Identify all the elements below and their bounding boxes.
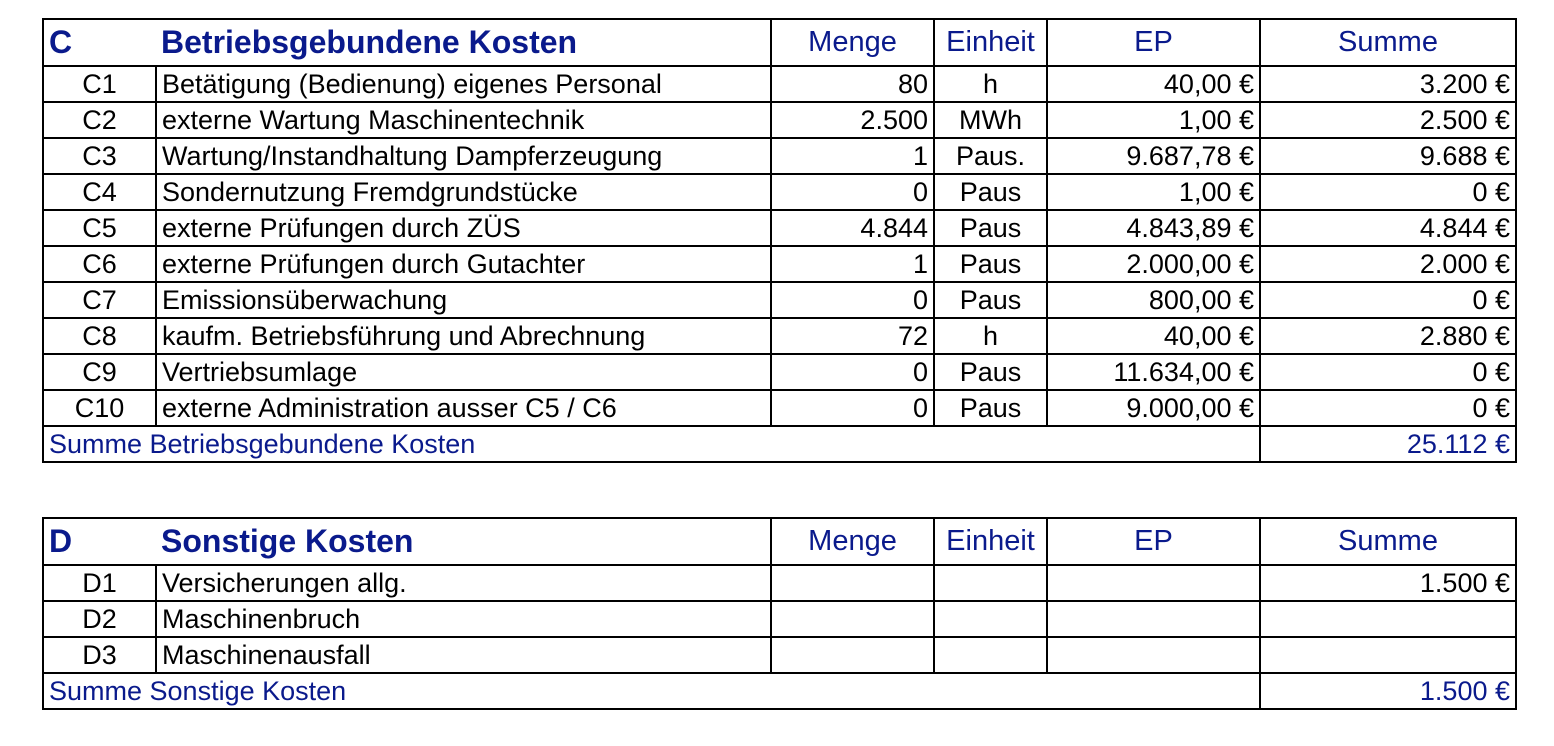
- row-ep: 9.000,00 €: [1047, 390, 1260, 426]
- row-description: Vertriebsumlage: [156, 354, 771, 390]
- row-code: C4: [43, 174, 156, 210]
- row-code: C8: [43, 318, 156, 354]
- row-summe: 2.500 €: [1260, 102, 1516, 138]
- row-ep: 4.843,89 €: [1047, 210, 1260, 246]
- row-ep: 11.634,00 €: [1047, 354, 1260, 390]
- column-header-ep: EP: [1047, 518, 1260, 565]
- row-description: externe Prüfungen durch ZÜS: [156, 210, 771, 246]
- row-summe: [1260, 637, 1516, 673]
- row-einheit: [934, 565, 1047, 601]
- total-label: Summe Betriebsgebundene Kosten: [43, 426, 1260, 462]
- total-row: [43, 426, 1516, 462]
- table-row: [43, 138, 1516, 174]
- row-code: C7: [43, 282, 156, 318]
- row-ep: 1,00 €: [1047, 174, 1260, 210]
- total-value: 1.500 €: [1260, 673, 1516, 709]
- row-code: C3: [43, 138, 156, 174]
- table-row: [43, 282, 1516, 318]
- table-row: [43, 354, 1516, 390]
- total-label: Summe Sonstige Kosten: [43, 673, 1260, 709]
- row-menge: 0: [771, 390, 934, 426]
- row-menge: [771, 601, 934, 637]
- row-description: Betätigung (Bedienung) eigenes Personal: [156, 66, 771, 102]
- table-row: [43, 174, 1516, 210]
- section-d-body: [43, 518, 1516, 709]
- row-summe: 0 €: [1260, 354, 1516, 390]
- row-code: C5: [43, 210, 156, 246]
- row-summe: 9.688 €: [1260, 138, 1516, 174]
- column-header-summe: Summe: [1260, 518, 1516, 565]
- row-code: D3: [43, 637, 156, 673]
- row-summe: 0 €: [1260, 282, 1516, 318]
- row-einheit: [934, 601, 1047, 637]
- table-row: [43, 390, 1516, 426]
- row-description: Versicherungen allg.: [156, 565, 771, 601]
- row-ep: 2.000,00 €: [1047, 246, 1260, 282]
- table-row: [43, 637, 1516, 673]
- row-ep: 9.687,78 €: [1047, 138, 1260, 174]
- table-row: [43, 246, 1516, 282]
- row-code: D1: [43, 565, 156, 601]
- table-row: [43, 318, 1516, 354]
- section-c-body: [43, 19, 1516, 462]
- row-menge: 1: [771, 246, 934, 282]
- section-header-row: [43, 19, 1516, 66]
- row-ep: 1,00 €: [1047, 102, 1260, 138]
- row-summe: 1.500 €: [1260, 565, 1516, 601]
- row-einheit: Paus: [934, 246, 1047, 282]
- row-menge: [771, 565, 934, 601]
- row-menge: 0: [771, 282, 934, 318]
- row-code: D2: [43, 601, 156, 637]
- row-einheit: Paus: [934, 282, 1047, 318]
- row-einheit: Paus.: [934, 138, 1047, 174]
- row-ep: [1047, 601, 1260, 637]
- row-code: C2: [43, 102, 156, 138]
- row-menge: 4.844: [771, 210, 934, 246]
- row-einheit: Paus: [934, 390, 1047, 426]
- section-letter: D: [43, 518, 156, 565]
- row-description: Maschinenbruch: [156, 601, 771, 637]
- row-code: C6: [43, 246, 156, 282]
- row-menge: 72: [771, 318, 934, 354]
- row-ep: [1047, 565, 1260, 601]
- table-row: [43, 66, 1516, 102]
- section-header-row: [43, 518, 1516, 565]
- table-row: [43, 102, 1516, 138]
- row-description: Maschinenausfall: [156, 637, 771, 673]
- row-summe: 0 €: [1260, 390, 1516, 426]
- row-einheit: [934, 637, 1047, 673]
- row-description: Emissionsüberwachung: [156, 282, 771, 318]
- column-header-ep: EP: [1047, 19, 1260, 66]
- row-ep: 40,00 €: [1047, 66, 1260, 102]
- row-menge: 2.500: [771, 102, 934, 138]
- row-description: Sondernutzung Fremdgrundstücke: [156, 174, 771, 210]
- section-title: Sonstige Kosten: [156, 518, 771, 565]
- row-code: C1: [43, 66, 156, 102]
- table-betriebsgebundene-kosten: [42, 18, 1517, 463]
- row-einheit: Paus: [934, 210, 1047, 246]
- column-header-menge: Menge: [771, 518, 934, 565]
- row-menge: [771, 637, 934, 673]
- table-row: [43, 601, 1516, 637]
- row-ep: 800,00 €: [1047, 282, 1260, 318]
- table-row: [43, 565, 1516, 601]
- row-description: kaufm. Betriebsführung und Abrechnung: [156, 318, 771, 354]
- row-menge: 0: [771, 174, 934, 210]
- row-code: C9: [43, 354, 156, 390]
- row-summe: [1260, 601, 1516, 637]
- row-einheit: MWh: [934, 102, 1047, 138]
- row-summe: 3.200 €: [1260, 66, 1516, 102]
- row-summe: 4.844 €: [1260, 210, 1516, 246]
- column-header-einheit: Einheit: [934, 518, 1047, 565]
- row-ep: 40,00 €: [1047, 318, 1260, 354]
- row-einheit: h: [934, 66, 1047, 102]
- row-description: Wartung/Instandhaltung Dampferzeugung: [156, 138, 771, 174]
- row-menge: 1: [771, 138, 934, 174]
- section-title: Betriebsgebundene Kosten: [156, 19, 771, 66]
- row-summe: 0 €: [1260, 174, 1516, 210]
- column-header-summe: Summe: [1260, 19, 1516, 66]
- table-sonstige-kosten: [42, 517, 1517, 710]
- column-header-menge: Menge: [771, 19, 934, 66]
- table-row: [43, 210, 1516, 246]
- row-code: C10: [43, 390, 156, 426]
- total-row: [43, 673, 1516, 709]
- section-letter: C: [43, 19, 156, 66]
- row-description: externe Prüfungen durch Gutachter: [156, 246, 771, 282]
- row-einheit: Paus: [934, 354, 1047, 390]
- row-summe: 2.880 €: [1260, 318, 1516, 354]
- row-summe: 2.000 €: [1260, 246, 1516, 282]
- total-value: 25.112 €: [1260, 426, 1516, 462]
- row-einheit: h: [934, 318, 1047, 354]
- row-einheit: Paus: [934, 174, 1047, 210]
- row-description: externe Administration ausser C5 / C6: [156, 390, 771, 426]
- row-ep: [1047, 637, 1260, 673]
- row-menge: 80: [771, 66, 934, 102]
- column-header-einheit: Einheit: [934, 19, 1047, 66]
- row-description: externe Wartung Maschinentechnik: [156, 102, 771, 138]
- row-menge: 0: [771, 354, 934, 390]
